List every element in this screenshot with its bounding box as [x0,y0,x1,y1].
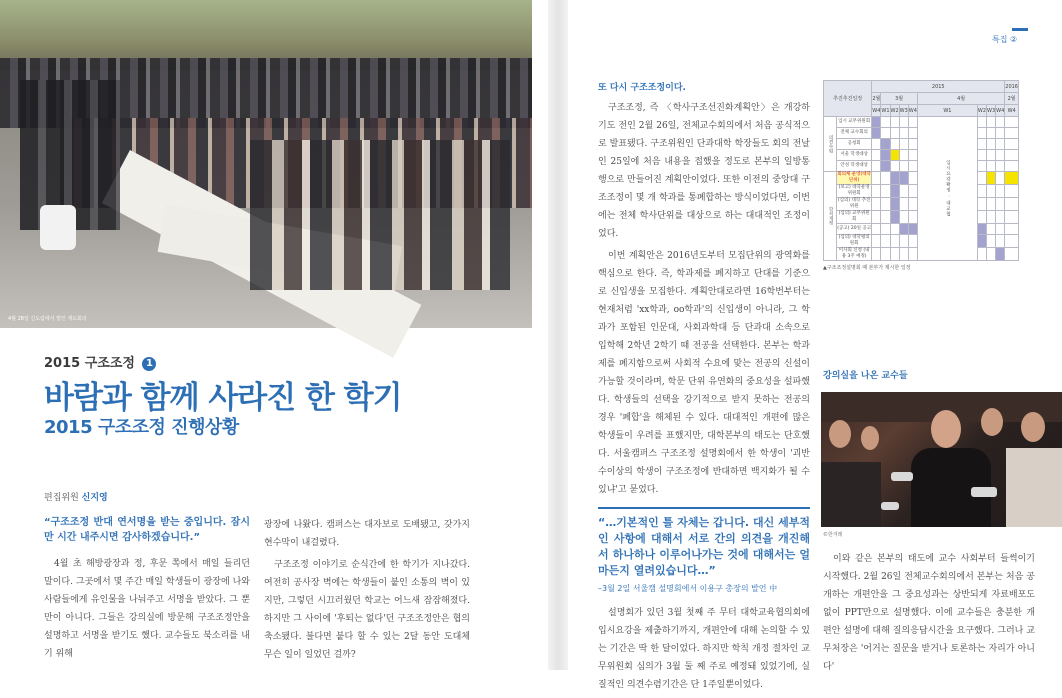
week-header: W4 [996,105,1005,117]
photo-bag [40,205,76,250]
right-column-2 [823,550,1035,680]
section-title: 또 다시 구조조정이다. [598,83,686,93]
week-header: W3 [987,105,996,117]
body-paragraph: 구조조정, 즉 〈학사구조선진화계획안〉은 개강하기도 전인 2월 26일, 전체교수회의에서 처음 공식적으로 발표됐다. 구조위원인 단과대학 학장들도 회의 전날인 25일에 처음 내용을 접했을 정도로 본부의 일방통행으로 만들어진 계획안이었다. 또한 이전의 중앙대 구조조정이 몇 개 학과를 통폐합하는 방식이었다면, 이번에는 전체 학사단위를 대상으로 하는 대대적인 조정이었다. [598,103,810,239]
week-header: W4 [872,105,881,117]
table-row-label: 전체 교수회의 [837,128,872,139]
kicker-number: 1 [142,357,156,371]
month-header: 4월 [917,93,1004,105]
table-row-label: (심의) 대학평의원회 [837,235,872,248]
highlight-quote: “…기본적인 틀 자체는 갑니다. 대신 세부적인 사항에 대해서 서로 간의 의견을 개진해서 하나하나 이루어나가는 것에 대해서는 얼마든지 열려있습니다…” [598,516,810,577]
table-corner: 추진추진일정 [824,81,872,117]
quote-source: –3월 2일 서울캠 설명회에서 이용구 총장의 발언 中 [598,584,778,593]
photo-face [861,426,879,450]
photo-2-caption: ©한겨레 [823,532,843,538]
byline-name: 신지영 [81,493,108,503]
group-label-opinion: 의견수렴 [824,117,837,172]
kicker-text: 2015 구조조정 [44,356,135,371]
table-row-label: (심의) 대학 추진위원 [837,198,871,209]
photo-face [829,420,851,448]
table-caption: ▲구조조정설명회 때 본부가 제시한 일정 [823,265,911,271]
week-header: W2 [977,105,986,117]
photo-recorder [881,502,899,510]
photo-seated-students [250,140,510,290]
table-row-label: (심의) 교무위원회 [837,211,872,224]
body-paragraph: 설명회가 있던 3월 첫째 주 무터 대학교육협의회에 입시요강을 제출하기까지, 개편안에 대해 논의할 수 있는 기간은 딱 한 달이었다. 하지만 학칙 개정 절차인 교무위원회 심의가 3월 둘 째 주로 예정돼 있었기에, 실질적인 의견수렴기간은 단 1주일뿐이었다. [598,608,810,690]
protest-photo [0,0,532,328]
month-header: 2월 [872,93,881,105]
byline-label: 편집위원 [44,493,79,503]
body-paragraph: 이번 계획안은 2016년도부터 모집단위의 광역화를 핵심으로 한다. 즉, 학과제를 폐지하고 단대를 기준으로 신입생을 모집한다. 계획안대로라면 16학번부터는 현재처럼 'xx학과, oo학과'의 신입생이 아니라, 그 학과가 포함된 인문대, 사회과학대 등 단과대 소속으로 입학해 2학년 2학기 때 전공을 선택한다. 본부는 학과제를 폐지함으로써 사회적 수요에 맞는 전공의 신설이 가능할 것이라며, 학문 단위 유연화의 중요성을 설파했다. 학생들의 선택을 강기적으로 받지 못하는 전공의 경우 '폐합'을 해체된 수 있다. 대대적인 개편에 많은 학생들이 우려를 표했지만, 대학본부의 태도는 단호했다. 서울캠퍼스 구조조정 설명회에서 한 학생이 '괴반수이상의 학생이 구조조정에 반대하면 백지화가 될 수 있냐'고 묻었다. [598,251,810,495]
table-row-label: 회의체 운영(대학 단위) [837,172,871,183]
week-header: W3 [899,105,908,117]
group-label-rule: 학칙개정 [824,172,837,261]
side-note: 입시요강확정 · 대교협 [917,117,977,261]
series-kicker [44,352,156,371]
table-row-label: 이사회 신청 (내용 3주 예정) [837,248,872,261]
schedule-table [823,80,1019,261]
quote-divider [598,507,810,509]
body-paragraph: 4월 초 해방광장과 정, 후문 쪽에서 매일 들리던 말이다. 그곳에서 몇 주간 매일 학생들이 광장에 나와 사람들에게 유인물을 나눠주고 서명을 받았다. 그 뿐만이 아니다. 그들은 강의실에 방문해 구조조정안을 설명하고 서명을 받기도 했다. 교수들도 북소리를 내기 위해 [44,559,250,659]
table-row-label: 공청회 [837,139,872,150]
table-row-label: 서울 학생대상 [837,150,872,161]
week-header: W1 [917,105,977,117]
week-header: W4 [908,105,917,117]
month-header: 2월 [1005,93,1019,105]
year-2016: 2016 [1005,81,1019,93]
month-header: 3월 [881,93,918,105]
folio-mark [1012,28,1028,31]
photo-caption: 4월 28일 신도림에서 벌인 재도회의 [8,316,87,322]
table-row-label: (보고) 대학운영위원회 [837,185,872,198]
table-row-label: 안성 학생대상 [837,161,872,172]
week-header: W4 [1005,105,1019,117]
photo-recorder [971,487,997,497]
article-headline: 바람과 함께 사라진 한 학기 [44,380,402,416]
section-title-2: 강의실을 나온 교수들 [823,371,908,381]
right-column-1 [598,80,810,698]
section-folio: 특집 ② [992,35,1018,44]
professors-photo [821,392,1062,527]
week-header: W1 [881,105,890,117]
photo-suit [821,462,881,527]
week-header: W2 [890,105,899,117]
article-subhead: 2015 구조조정 진행상황 [44,417,239,438]
photo-face [981,408,1003,436]
body-paragraph: 이와 같은 본부의 태도에 교수 사회부터 들썩이기 시작했다. 2월 26일 전체교수회의에서 본부는 처음 공개하는 개편안을 그 중요성과는 상반되게 자료배포도 없이 PPT만으로 설명했다. 이에 교수들은 충분한 개편안 설명에 대해 질의응답시간을 요구했다. 그러나 교무처장은 '어거는 질문을 받거나 토론하는 자리가 아니다' [823,554,1035,672]
body-paragraph: 구조조정 이야기로 순식간에 한 학기가 지나갔다. 여전히 공사장 벽에는 학생들이 붙인 소통의 벽이 있지만, 그렇던 시끄러웠던 학교는 어느새 잠잠해졌다. 하지만 그 사이에 '후퇴는 없다'던 구조조정안은 협의 축소됐다. 불다면 붙다 할 수 있는 2달 동안 도대체 무슨 일이 일었던 걸까? [264,560,470,660]
table-row-label: 입시 교무위원회 [837,117,872,128]
page-gutter [548,0,568,670]
body-paragraph: 광장에 나왔다. 캠퍼스는 대자보로 도배됐고, 갖가지 현수막이 내걸렸다. [264,520,470,548]
year-2015: 2015 [872,81,1005,93]
left-column-1 [44,513,250,667]
byline [44,490,108,503]
pull-quote: “구조조정 반대 연서명을 받는 중입니다. 잠시만 시간 내주시면 감사하겠습니다.” [44,517,250,543]
schedule-table-block [823,80,1019,271]
photo-recorder [891,472,913,481]
photo-coat [1006,448,1062,527]
photo-face [1021,412,1045,442]
photo-face-main [931,410,961,448]
table-row-label: (공고) 20일 공고 [837,224,872,235]
left-column-2 [264,516,470,668]
